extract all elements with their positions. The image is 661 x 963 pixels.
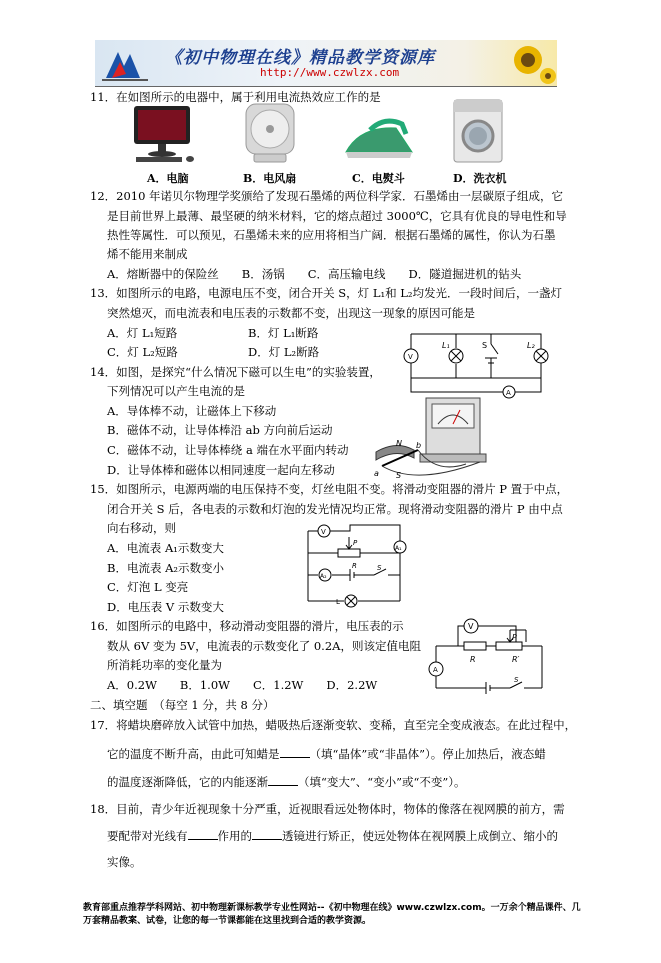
q17-line-3-suffix: （填“变大”、“变小”或“不变”）。 [298,775,466,789]
q14-label-a: a [374,469,379,478]
q16-line-3: 所消耗功率的变化量为 [107,658,222,672]
q15-label-p: P [353,539,358,547]
q13-option-b: B．灯 L₁断路 [248,326,319,340]
q14-option-b: B．磁体不动，让导体棒沿 ab 方向前后运动 [107,423,333,437]
q16-label-v: V [468,622,474,631]
washer-image [450,98,506,164]
q13-option-a: A．灯 L₁短路 [107,326,178,340]
q14-line-1: 14．如图，是探究“什么情况下磁可以生电”的实验装置， [90,365,381,379]
q12-line-2: 是目前世界上最薄、最坚硬的纳米材料，它的熔点超过 3000℃，它具有优良的导电性和导 [107,209,567,223]
q15-option-b: B．电流表 A₂示数变小 [107,561,225,575]
q15-label-v: V [321,528,326,536]
q15-line-1: 15．如图所示，电源两端的电压保持不变，灯丝电阻不变。将滑动变阻器的滑片 P 置于中点， [90,482,569,496]
q11-option-c: C．电熨斗 [352,172,405,185]
q15-label-s: S [377,564,382,572]
q11-option-b: B．电风扇 [243,172,297,185]
logo-icon [98,44,153,84]
q18-line-2-suffix: 透镜进行矫正，使远处物体在视网膜上成倒立、缩小的 [282,829,558,843]
q16-options: A．0.2W B．1.0W C．1.2W D．2.2W [107,678,378,692]
q15-option-c: C．灯泡 L 变亮 [107,580,189,594]
q16-line-1: 16．如图所示的电路中，移动滑动变阻器的滑片，电压表的示 [90,619,404,633]
q13-line-2: 突然熄灭，而电流表和电压表的示数都不变，出现这一现象的原因可能是 [107,306,475,320]
q15-label-l: L [336,598,340,606]
iron-image [340,112,420,162]
q14-label-b: b [416,441,422,450]
header-url[interactable]: http://www.czwlzx.com [260,66,400,79]
q11-option-d: D．洗衣机 [453,172,507,185]
q13-label-l2: L₂ [527,341,535,350]
q14-option-c: C．磁体不动，让导体棒绕 a 端在水平面内转动 [107,443,349,457]
q13-label-l1: L₁ [442,341,450,350]
q13-label-v: V [408,353,413,361]
q12-line-4: 烯不能用来制成 [107,247,188,261]
q11-option-a: A．电脑 [147,172,189,185]
q14-line-2: 下列情况可以产生电流的是 [107,384,245,398]
q18-blank-2[interactable] [252,839,282,840]
q12-line-1: 12．2010 年诺贝尔物理学奖颁给了发现石墨烯的两位科学家．石墨烯由一层碳原子组成，它 [90,189,564,203]
header-title: 《初中物理在线》精品教学资源库 [165,48,435,68]
q16-label-s: S [514,676,519,684]
q17-line-2-suffix: （填“晶体”或“非晶体”）。停止加热后，液态蜡 [309,747,546,761]
q17-line-1: 17．将蜡块磨碎放入试管中加热，蜡吸热后逐渐变软、变稀，直至完全变成液态。在此过程中， [90,718,577,732]
q12-line-3: 热性等属性．可以预见，石墨烯未来的应用将相当广阔．根据石墨烯的属性，你认为石墨 [107,228,556,242]
q15-option-a: A．电流表 A₁示数变大 [107,541,224,555]
q13-option-c: C．灯 L₂短路 [107,345,178,359]
q14-apparatus-diagram [366,394,516,484]
q15-line-3: 向右移动，则 [107,521,176,535]
q18-line-2-prefix: 要配带对光线有 [107,829,188,843]
computer-image [130,104,200,164]
q18-line-3: 实像。 [107,855,142,869]
q18-blank-1[interactable] [188,839,218,840]
q17-line-3-prefix: 的温度逐渐降低，它的内能逐渐 [107,775,268,789]
q17-blank-1[interactable] [280,757,310,758]
header-divider [95,86,557,87]
q13-label-s: S [482,341,488,350]
q16-label-p: P [512,633,517,642]
q13-line-1: 13．如图所示的电路，电源电压不变，闭合开关 S，灯 L₁和 L₂均发光．一段时间后，一盏灯 [90,286,562,300]
q15-circuit-diagram [300,523,410,609]
q13-circuit-diagram [396,322,554,402]
q18-line-1: 18．目前，青少年近视现象十分严重，近视眼看远处物体时，物体的像落在视网膜的前方，需 [90,802,565,816]
fan-image [240,100,300,166]
sunflower-icon [500,42,557,86]
section-fill-in-title: 二、填空题 （每空 1 分，共 8 分） [90,698,275,712]
q14-option-d: D．让导体棒和磁体以相同速度一起向左移动 [107,463,335,477]
q12-options: A．熔断器中的保险丝 B．汤锅 C．高压输电线 D．隧道掘进机的钻头 [107,267,522,281]
q13-option-d: D．灯 L₂断路 [248,345,320,359]
q13-label-a: A [506,389,511,397]
q17-blank-2[interactable] [268,785,298,786]
q18-line-2-middle: 作用的 [217,829,252,843]
q17-line-3 [107,773,466,791]
q16-line-2: 数从 6V 变为 5V，电流表的示数变化了 0.2A，则该定值电阻 [107,639,421,653]
q14-label-n: N [396,439,402,448]
q18-line-2 [107,827,558,845]
q16-label-rp: R′ [512,655,520,664]
q14-option-a: A．导体棒不动，让磁体上下移动 [107,404,277,418]
q15-option-d: D．电压表 V 示数变大 [107,600,224,614]
q15-label-a2: A₂ [320,573,327,580]
q14-label-s: S [396,471,402,480]
q17-line-2 [107,745,546,763]
q15-line-2: 闭合开关 S 后，各电表的示数和灯泡的发光情况均正常。现将滑动变阻器的滑片 P 由中点 [107,502,563,516]
q11-stem: 11．在如图所示的电器中，属于利用电流热效应工作的是 [90,90,381,104]
q16-circuit-diagram [426,612,550,696]
q16-label-r: R [470,655,476,664]
q15-label-a1: A₁ [395,545,402,552]
q15-label-r: R [352,562,357,570]
page-footer: 教育部重点推荐学科网站、初中物理新课标教学专业性网站--《初中物理在线》www.czwlzx.com。一万余个精品课件、几万套精品教案、试卷，让您的每一节课都能在这里找到合适的教学资源。 [83,903,581,926]
q17-line-2-prefix: 它的温度不断升高，由此可知蜡是 [107,747,280,761]
q16-label-a: A [433,666,438,674]
